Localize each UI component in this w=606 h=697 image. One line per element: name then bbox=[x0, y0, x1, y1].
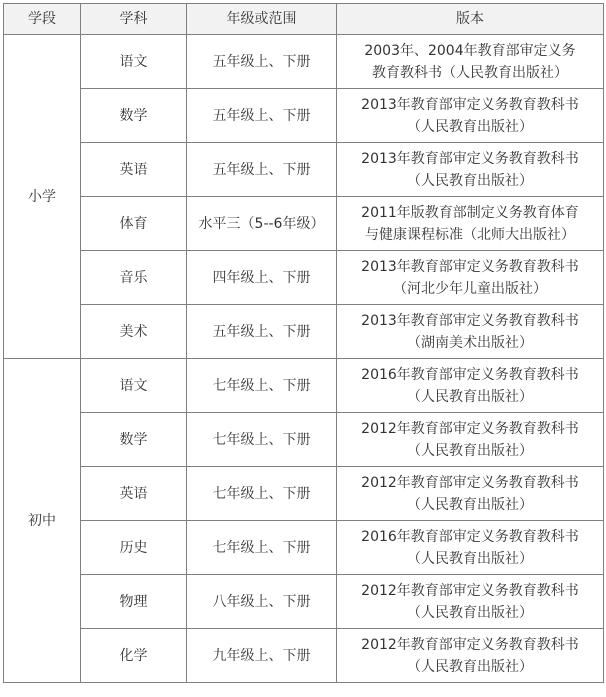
edition-line: （人民教育出版社） bbox=[407, 604, 533, 621]
table-row bbox=[4, 359, 604, 413]
edition-line: （人民教育出版社） bbox=[407, 442, 533, 459]
grade-cell: 九年级上、下册 bbox=[187, 629, 337, 683]
subject-cell: 语文 bbox=[81, 359, 187, 413]
edition-line: 2013年教育部审定义务教育教科书 bbox=[361, 258, 579, 275]
edition-line: 2012年教育部审定义务教育教科书 bbox=[361, 420, 579, 437]
edition-line: 2003年、2004年教育部审定义务 bbox=[364, 42, 576, 59]
subject-cell: 英语 bbox=[81, 143, 187, 197]
edition-line: （人民教育出版社） bbox=[407, 496, 533, 513]
edition-line: 2011年版教育部制定义务教育体育 bbox=[361, 204, 579, 221]
edition-cell bbox=[337, 197, 604, 251]
subject-cell: 历史 bbox=[81, 521, 187, 575]
edition-line: （人民教育出版社） bbox=[407, 550, 533, 567]
edition-cell bbox=[337, 629, 604, 683]
grade-cell: 水平三（5--6年级） bbox=[187, 197, 337, 251]
subject-cell: 音乐 bbox=[81, 251, 187, 305]
edition-line: 2013年教育部审定义务教育教科书 bbox=[361, 96, 579, 113]
header-grade: 年级或范围 bbox=[187, 4, 337, 35]
grade-cell: 八年级上、下册 bbox=[187, 575, 337, 629]
grade-cell: 七年级上、下册 bbox=[187, 467, 337, 521]
grade-cell: 七年级上、下册 bbox=[187, 413, 337, 467]
subject-cell: 英语 bbox=[81, 467, 187, 521]
stage-cell: 小学 bbox=[4, 35, 81, 359]
edition-line: （人民教育出版社） bbox=[407, 172, 533, 189]
grade-cell: 七年级上、下册 bbox=[187, 521, 337, 575]
table-row bbox=[4, 197, 604, 251]
table-row bbox=[4, 89, 604, 143]
edition-line: 2016年教育部审定义务教育教科书 bbox=[361, 528, 579, 545]
edition-cell bbox=[337, 521, 604, 575]
table-row bbox=[4, 467, 604, 521]
grade-cell: 五年级上、下册 bbox=[187, 143, 337, 197]
table-body bbox=[4, 35, 604, 683]
stage-cell: 初中 bbox=[4, 359, 81, 683]
header-stage: 学段 bbox=[4, 4, 81, 35]
header-row bbox=[4, 4, 604, 35]
textbook-table bbox=[3, 3, 604, 683]
table-row bbox=[4, 35, 604, 89]
table-row bbox=[4, 251, 604, 305]
edition-line: （人民教育出版社） bbox=[407, 388, 533, 405]
subject-cell: 数学 bbox=[81, 89, 187, 143]
header-subject: 学科 bbox=[81, 4, 187, 35]
subject-cell: 化学 bbox=[81, 629, 187, 683]
grade-cell: 五年级上、下册 bbox=[187, 89, 337, 143]
table-row bbox=[4, 413, 604, 467]
edition-cell bbox=[337, 575, 604, 629]
subject-cell: 美术 bbox=[81, 305, 187, 359]
table-row bbox=[4, 629, 604, 683]
subject-cell: 物理 bbox=[81, 575, 187, 629]
edition-cell bbox=[337, 467, 604, 521]
edition-cell bbox=[337, 251, 604, 305]
edition-cell bbox=[337, 143, 604, 197]
grade-cell: 七年级上、下册 bbox=[187, 359, 337, 413]
edition-cell bbox=[337, 413, 604, 467]
edition-cell bbox=[337, 359, 604, 413]
edition-line: 2012年教育部审定义务教育教科书 bbox=[361, 582, 579, 599]
header-edition: 版本 bbox=[337, 4, 604, 35]
edition-line: 2013年教育部审定义务教育教科书 bbox=[361, 312, 579, 329]
edition-line: 与健康课程标准（北师大出版社） bbox=[365, 226, 575, 243]
edition-line: （河北少年儿童出版社） bbox=[393, 280, 547, 297]
table-row bbox=[4, 521, 604, 575]
edition-line: 2012年教育部审定义务教育教科书 bbox=[361, 474, 579, 491]
edition-line: 2013年教育部审定义务教育教科书 bbox=[361, 150, 579, 167]
table-header bbox=[4, 4, 604, 35]
edition-line: （湖南美术出版社） bbox=[407, 334, 533, 351]
table-row bbox=[4, 575, 604, 629]
edition-cell bbox=[337, 89, 604, 143]
edition-line: 教育教科书（人民教育出版社） bbox=[372, 64, 568, 81]
grade-cell: 五年级上、下册 bbox=[187, 305, 337, 359]
edition-line: （人民教育出版社） bbox=[407, 658, 533, 675]
edition-cell bbox=[337, 35, 604, 89]
grade-cell: 四年级上、下册 bbox=[187, 251, 337, 305]
table-row bbox=[4, 143, 604, 197]
subject-cell: 语文 bbox=[81, 35, 187, 89]
edition-cell bbox=[337, 305, 604, 359]
table-row bbox=[4, 305, 604, 359]
subject-cell: 体育 bbox=[81, 197, 187, 251]
edition-line: 2012年教育部审定义务教育教科书 bbox=[361, 636, 579, 653]
subject-cell: 数学 bbox=[81, 413, 187, 467]
edition-line: （人民教育出版社） bbox=[407, 118, 533, 135]
grade-cell: 五年级上、下册 bbox=[187, 35, 337, 89]
edition-line: 2016年教育部审定义务教育教科书 bbox=[361, 366, 579, 383]
